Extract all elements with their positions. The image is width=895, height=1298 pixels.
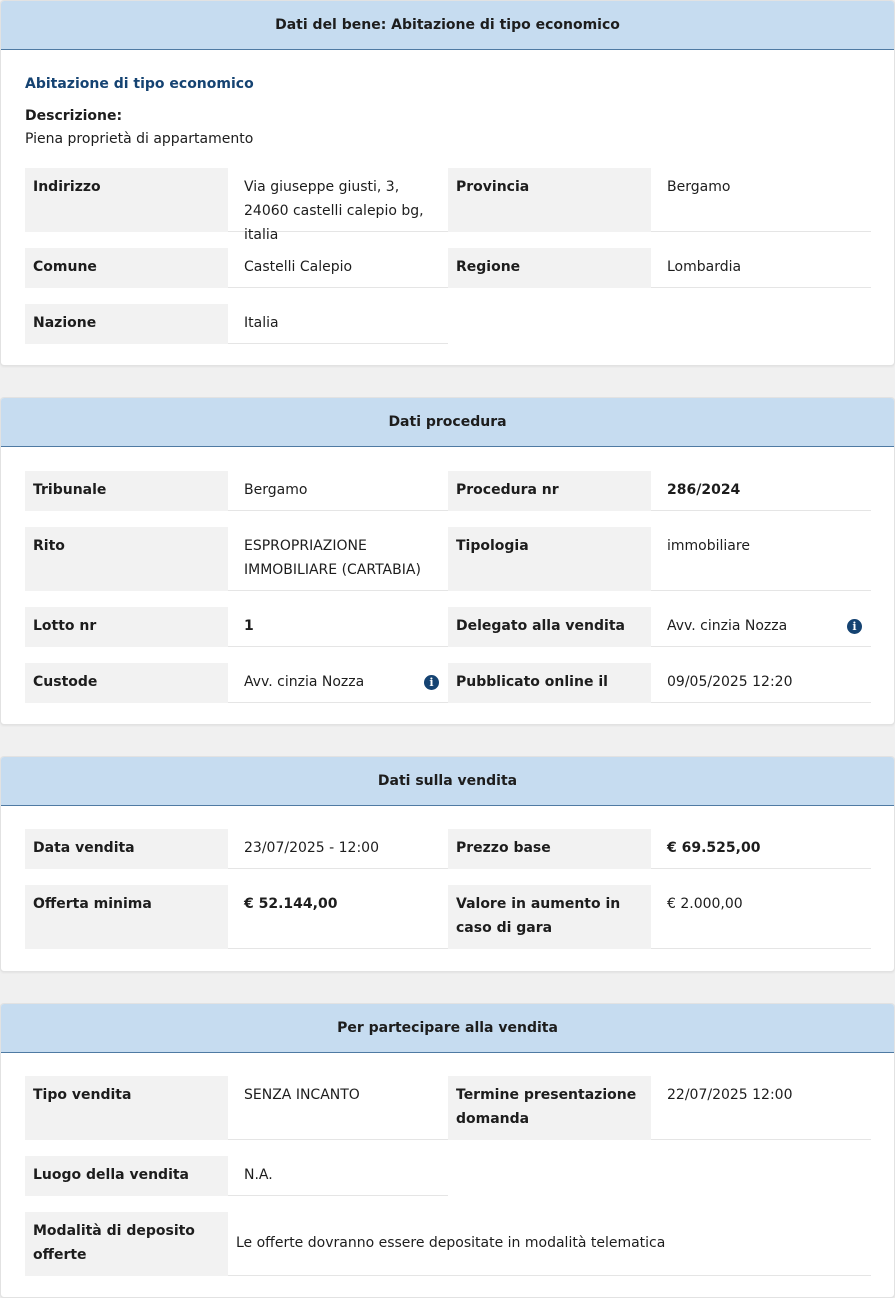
aumento-label: Valore in aumento in caso di gara — [448, 885, 651, 949]
procedura-nr-label: Procedura nr — [448, 471, 651, 511]
partecipare-header: Per partecipare alla vendita — [1, 1004, 894, 1053]
prezzo-base-label: Prezzo base — [448, 829, 651, 869]
lotto-value: 1 — [228, 607, 448, 647]
aumento-value: € 2.000,00 — [651, 885, 871, 949]
termine-label: Termine presentazione domanda — [448, 1076, 651, 1140]
indirizzo-label: Indirizzo — [25, 168, 228, 232]
offerta-minima-value: € 52.144,00 — [228, 885, 448, 949]
custode-value: Avv. cinzia Nozza — [228, 663, 448, 703]
regione-value: Lombardia — [651, 248, 871, 288]
bene-header: Dati del bene: Abitazione di tipo economico — [1, 1, 894, 50]
luogo-label: Luogo della vendita — [25, 1156, 228, 1196]
indirizzo-value: Via giuseppe giusti, 3, 24060 castelli calepio bg, italia — [228, 168, 448, 232]
tipo-vendita-value: SENZA INCANTO — [228, 1076, 448, 1140]
luogo-value: N.A. — [228, 1156, 448, 1196]
offerta-minima-label: Offerta minima — [25, 885, 228, 949]
nazione-value: Italia — [228, 304, 448, 344]
pubblicato-label: Pubblicato online il — [448, 663, 651, 703]
lotto-label: Lotto nr — [25, 607, 228, 647]
modalita-value: Le offerte dovranno essere depositate in modalità telematica — [228, 1212, 871, 1276]
comune-label: Comune — [25, 248, 228, 288]
descrizione-label: Descrizione: — [25, 108, 123, 124]
delegato-label: Delegato alla vendita — [448, 607, 651, 647]
tipologia-value: immobiliare — [651, 527, 871, 591]
vendita-card — [0, 756, 895, 972]
pubblicato-value: 09/05/2025 12:20 — [651, 663, 871, 703]
prezzo-base-value: € 69.525,00 — [651, 829, 871, 869]
delegato-value: Avv. cinzia Nozza — [651, 607, 871, 647]
partecipare-card — [0, 1003, 895, 1298]
tipologia-label: Tipologia — [448, 527, 651, 591]
provincia-value: Bergamo — [651, 168, 871, 232]
provincia-label: Provincia — [448, 168, 651, 232]
modalita-label: Modalità di deposito offerte — [25, 1212, 228, 1276]
data-vendita-value: 23/07/2025 - 12:00 — [228, 829, 448, 869]
data-vendita-label: Data vendita — [25, 829, 228, 869]
custode-label: Custode — [25, 663, 228, 703]
procedura-header: Dati procedura — [1, 398, 894, 447]
tribunale-label: Tribunale — [25, 471, 228, 511]
procedura-card — [0, 397, 895, 725]
custode-info-icon[interactable]: i — [424, 675, 439, 690]
rito-label: Rito — [25, 527, 228, 591]
regione-label: Regione — [448, 248, 651, 288]
tribunale-value: Bergamo — [228, 471, 448, 511]
nazione-label: Nazione — [25, 304, 228, 344]
descrizione-text: Piena proprietà di appartamento — [25, 131, 254, 147]
rito-value: ESPROPRIAZIONE IMMOBILIARE (CARTABIA) — [228, 527, 448, 591]
vendita-header: Dati sulla vendita — [1, 757, 894, 806]
comune-value: Castelli Calepio — [228, 248, 448, 288]
termine-value: 22/07/2025 12:00 — [651, 1076, 871, 1140]
tipo-vendita-label: Tipo vendita — [25, 1076, 228, 1140]
delegato-info-icon[interactable]: i — [847, 619, 862, 634]
procedura-nr-value: 286/2024 — [651, 471, 871, 511]
bene-card — [0, 0, 895, 366]
bene-subtitle: Abitazione di tipo economico — [25, 76, 254, 92]
